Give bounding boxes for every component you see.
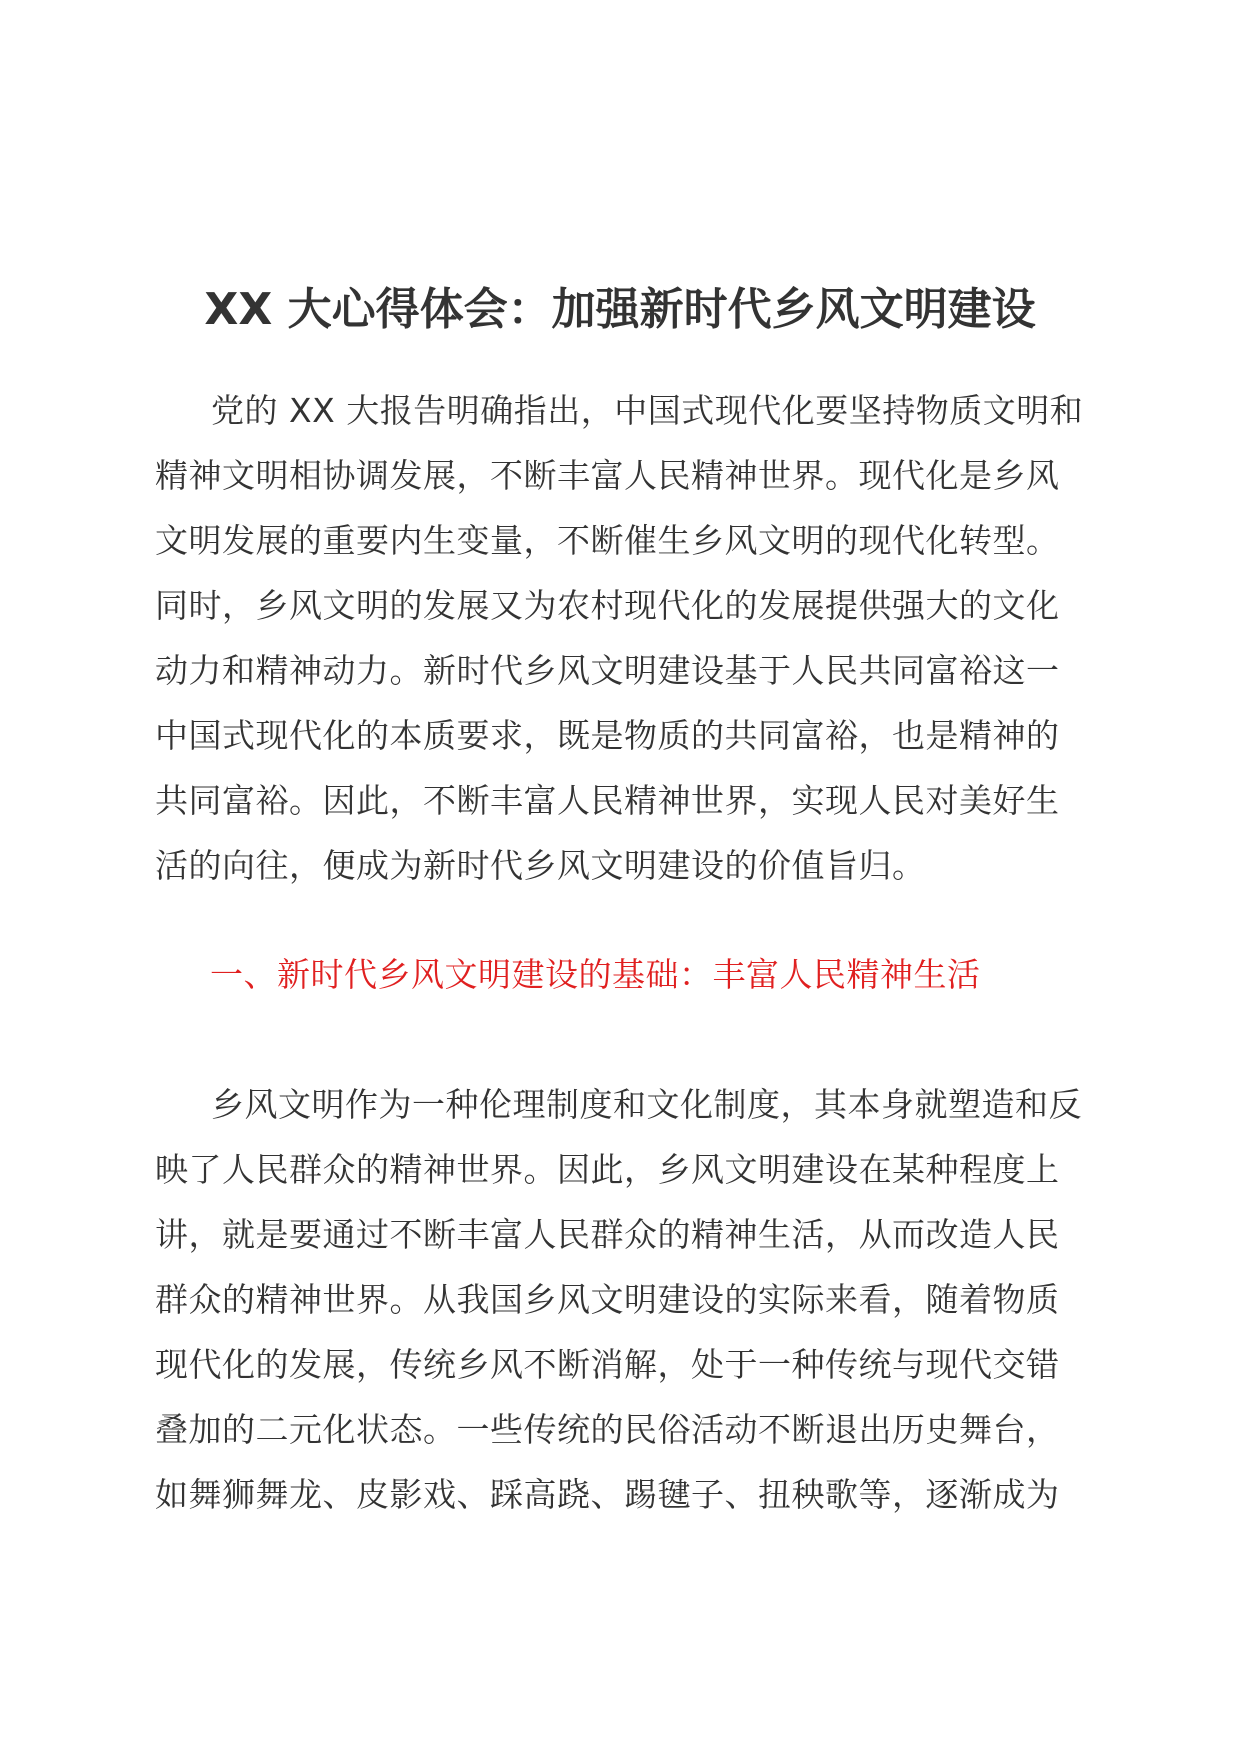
paragraph-line: 动力和精神动力。新时代乡风文明建设基于人民共同富裕这一 (155, 651, 1060, 690)
paragraph-line: 现代化的发展，传统乡风不断消解，处于一种传统与现代交错 (155, 1345, 1060, 1384)
paragraph-2 (155, 1072, 1085, 1527)
paragraph-1 (155, 378, 1085, 898)
paragraph-line: 乡风文明作为一种伦理制度和文化制度，其本身就塑造和反 (211, 1085, 1082, 1124)
document-title: XX 大心得体会：加强新时代乡风文明建设 (204, 284, 1036, 335)
paragraph-line: 活的向往，便成为新时代乡风文明建设的价值旨归。 (155, 846, 926, 885)
paragraph-line: 讲，就是要通过不断丰富人民群众的精神生活，从而改造人民 (155, 1215, 1060, 1254)
paragraph-line: 共同富裕。因此，不断丰富人民精神世界，实现人民对美好生 (155, 781, 1060, 820)
paragraph-line: 中国式现代化的本质要求，既是物质的共同富裕，也是精神的 (155, 716, 1060, 755)
paragraph-line: 叠加的二元化状态。一些传统的民俗活动不断退出历史舞台， (155, 1410, 1060, 1449)
paragraph-line: 党的 XX 大报告明确指出，中国式现代化要坚持物质文明和 (211, 391, 1084, 430)
paragraph-line: 映了人民群众的精神世界。因此，乡风文明建设在某种程度上 (155, 1150, 1060, 1189)
paragraph-line: 群众的精神世界。从我国乡风文明建设的实际来看，随着物质 (155, 1280, 1060, 1319)
paragraph-line: 如舞狮舞龙、皮影戏、踩高跷、踢毽子、扭秧歌等，逐渐成为 (155, 1475, 1060, 1514)
paragraph-line: 文明发展的重要内生变量，不断催生乡风文明的现代化转型。 (155, 521, 1060, 560)
paragraph-line: 同时，乡风文明的发展又为农村现代化的发展提供强大的文化 (155, 586, 1060, 625)
paragraph-line: 精神文明相协调发展，不断丰富人民精神世界。现代化是乡风 (155, 456, 1060, 495)
section-heading: 一、新时代乡风文明建设的基础：丰富人民精神生活 (210, 955, 981, 994)
